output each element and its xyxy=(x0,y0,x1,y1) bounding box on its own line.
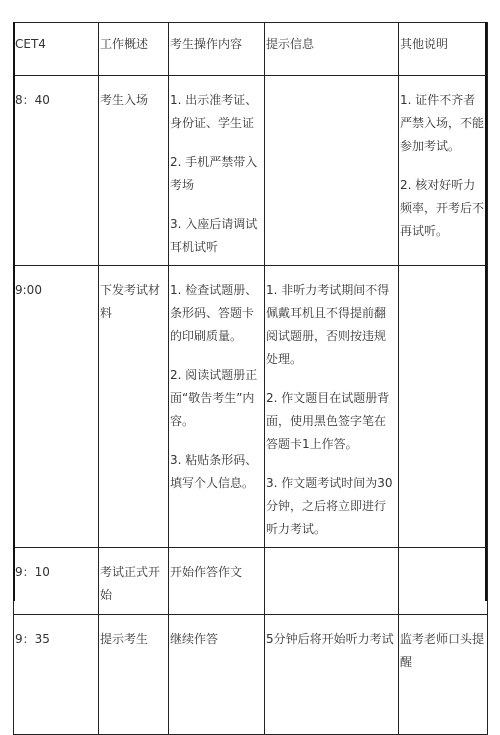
hint-item: 3. 作文题考试时间为30分钟，之后将立即进行听力考试。 xyxy=(266,476,393,536)
overview-cell: 下发考试材料 xyxy=(99,266,169,548)
action-item: 1. 出示准考证、身份证、学生证 xyxy=(170,93,258,130)
table-row xyxy=(14,76,488,266)
note-item: 监考老师口头提醒 xyxy=(400,632,485,669)
hints-cell xyxy=(265,615,399,735)
action-item: 3. 入座后请调试耳机试听 xyxy=(170,217,258,254)
actions-cell xyxy=(169,615,265,735)
action-item: 开始作答作文 xyxy=(170,565,243,579)
hints-cell xyxy=(265,76,399,266)
notes-cell xyxy=(399,548,488,615)
action-item: 3. 粘贴条形码、填写个人信息。 xyxy=(170,453,258,490)
hint-item: 5分钟后将开始听力考试 xyxy=(266,632,394,646)
actions-cell xyxy=(169,266,265,548)
actions-cell xyxy=(169,76,265,266)
table-row xyxy=(14,266,488,548)
action-item: 1. 检查试题册、条形码、答题卡的印刷质量。 xyxy=(170,283,258,343)
hints-cell xyxy=(265,548,399,615)
table-row xyxy=(14,615,488,735)
action-item: 继续作答 xyxy=(170,632,219,646)
action-item: 2. 手机严禁带入考场 xyxy=(170,155,258,192)
header-cell: 其他说明 xyxy=(399,23,488,76)
overview-cell: 考试正式开始 xyxy=(99,548,169,615)
overview-cell: 考生入场 xyxy=(99,76,169,266)
note-item: 2. 核对好听力频率，开考后不再试听。 xyxy=(400,178,485,238)
header-cell: 提示信息 xyxy=(265,23,399,76)
notes-cell xyxy=(399,266,488,548)
header-cell: 考生操作内容 xyxy=(169,23,265,76)
header-cell: 工作概述 xyxy=(99,23,169,76)
hint-item: 2. 作文题目在试题册背面，使用黑色签字笔在答题卡1上作答。 xyxy=(266,391,390,451)
hints-cell xyxy=(265,266,399,548)
table-row xyxy=(14,548,488,615)
action-item: 2. 阅读试题册正面“敬告考生”内容。 xyxy=(170,368,258,428)
hint-item: 1. 非听力考试期间不得佩戴耳机且不得提前翻阅试题册，否则按违规处理。 xyxy=(266,283,390,366)
header-cell: CET4 xyxy=(14,23,99,76)
notes-cell xyxy=(399,615,488,735)
exam-schedule-table xyxy=(13,22,488,735)
time-cell: 8：40 xyxy=(14,76,99,266)
overview-cell: 提示考生 xyxy=(99,615,169,735)
time-cell: 9:00 xyxy=(14,266,99,548)
table-header-row xyxy=(14,23,488,76)
table-right-border xyxy=(485,22,487,601)
note-item: 1. 证件不齐者严禁入场，不能参加考试。 xyxy=(400,93,485,153)
time-cell: 9：10 xyxy=(14,548,99,615)
table-left-border xyxy=(13,22,15,601)
time-cell: 9：35 xyxy=(14,615,99,735)
actions-cell xyxy=(169,548,265,615)
notes-cell xyxy=(399,76,488,266)
